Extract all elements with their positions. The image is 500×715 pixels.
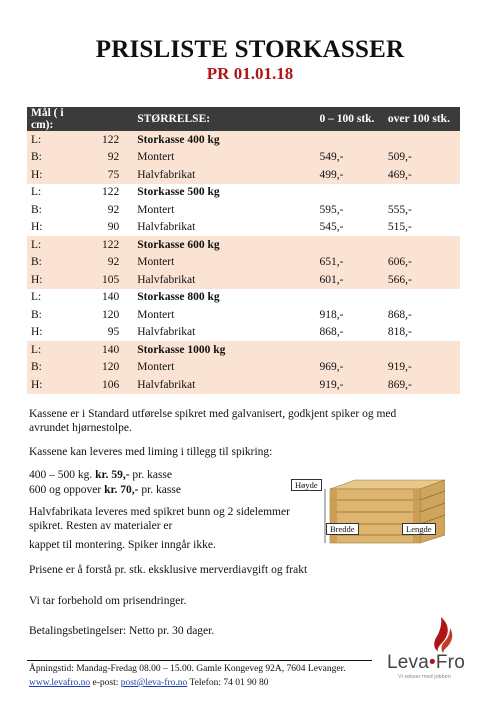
logo-name-part-2: Fro xyxy=(435,652,465,673)
size-description: Storkasse 1000 kg xyxy=(133,341,315,359)
table-row xyxy=(27,341,460,359)
size-description: Halvfabrikat xyxy=(137,221,196,234)
table-header-row xyxy=(27,107,460,131)
col-header-size: STØRRELSE: xyxy=(133,107,315,131)
liming-option-1-unit: pr. kasse xyxy=(129,469,173,481)
dimension-value: 92 xyxy=(72,149,133,167)
price-0-100 xyxy=(315,341,383,359)
liming-option-2-unit: pr. kasse xyxy=(138,484,181,496)
dimension-value: 140 xyxy=(72,341,133,359)
size-description: Storkasse 400 kg xyxy=(133,131,315,149)
price-0-100: 918,- xyxy=(319,308,344,321)
price-over-100: 606,- xyxy=(384,254,460,272)
table-row xyxy=(27,376,460,394)
dimension-label: L: xyxy=(27,236,72,254)
price-0-100: 549,- xyxy=(315,149,383,167)
size-description: Halvfabrikat xyxy=(137,326,196,339)
size-description: Halvfabrikat xyxy=(133,271,315,289)
size-description: Halvfabrikat xyxy=(133,376,315,394)
liming-option-1-label: 400 – 500 kg. xyxy=(29,469,96,481)
halvfabrikata-line-2: spikret. Resten av materialer er xyxy=(29,520,173,532)
price-0-100 xyxy=(315,289,383,307)
table-row xyxy=(27,131,460,149)
price-over-100 xyxy=(384,184,460,202)
dimension-label: L: xyxy=(31,186,42,199)
table-row xyxy=(27,201,460,219)
dimension-label: B: xyxy=(31,308,42,321)
table-row xyxy=(27,184,460,202)
price-over-100 xyxy=(384,131,460,149)
crate-label-height: Høyde xyxy=(291,479,322,491)
price-over-100: 818,- xyxy=(387,326,412,339)
footer-divider xyxy=(27,660,372,661)
dimension-label: L: xyxy=(27,341,72,359)
dimension-label: B: xyxy=(27,149,72,167)
size-description: Montert xyxy=(133,359,315,377)
table-row xyxy=(27,359,460,377)
price-0-100: 595,- xyxy=(319,203,344,216)
size-description: Halvfabrikat xyxy=(133,166,315,184)
dimension-value: 106 xyxy=(72,376,133,394)
table-row xyxy=(27,254,460,272)
page-title: PRISLISTE STORKASSER xyxy=(95,36,405,63)
dimension-value: 122 xyxy=(72,131,133,149)
logo-tagline: Vi sekser med jobben xyxy=(398,674,451,680)
dimension-value: 90 xyxy=(107,221,120,234)
standard-text-line-1: Kassene er i Standard utførelse spikret med galvanisert, godkjent spiker og med xyxy=(29,408,397,420)
price-over-100 xyxy=(384,289,460,307)
dimension-value: 120 xyxy=(72,359,133,377)
dimension-value: 120 xyxy=(101,308,120,321)
price-change-note: Vi tar forbehold om prisendringer. xyxy=(29,595,187,607)
price-over-100: 869,- xyxy=(384,376,460,394)
dimension-value: 95 xyxy=(107,326,120,339)
dimension-value: 122 xyxy=(72,236,133,254)
price-over-100 xyxy=(384,236,460,254)
dimension-value: 92 xyxy=(107,203,120,216)
price-over-100: 509,- xyxy=(384,149,460,167)
price-0-100: 969,- xyxy=(315,359,383,377)
price-0-100: 499,- xyxy=(315,166,383,184)
size-description: Montert xyxy=(133,149,315,167)
size-description: Montert xyxy=(137,308,175,321)
dimension-value: 92 xyxy=(72,254,133,272)
phone-number: Telefon: 74 01 90 80 xyxy=(187,678,269,688)
dimension-label: H: xyxy=(27,376,72,394)
price-over-100: 515,- xyxy=(387,221,412,234)
liming-option-1-price: kr. 59,- xyxy=(95,469,130,481)
payment-terms: Betalingsbetingelser: Netto pr. 30 dager. xyxy=(29,625,215,637)
footer-contact xyxy=(29,678,268,688)
dimension-value: 140 xyxy=(101,291,120,304)
standard-text-line-2: avrundet hjørnestolpe. xyxy=(29,422,132,434)
col-header-dimensions: Mål ( i cm): xyxy=(27,107,72,131)
table-row xyxy=(27,219,460,237)
levafro-logo xyxy=(387,652,465,674)
crate-label-length: Lengde xyxy=(402,523,436,535)
dimension-value: 122 xyxy=(101,186,120,199)
dimension-label: H: xyxy=(31,326,43,339)
size-description: Montert xyxy=(137,203,175,216)
crate-label-width: Bredde xyxy=(326,523,359,535)
size-description: Storkasse 800 kg xyxy=(137,291,220,304)
price-over-100 xyxy=(384,341,460,359)
footer-opening-hours: Åpningstid: Mandag-Fredag 08.00 – 15.00. Gamle Kongeveg 92A, 7604 Levanger. xyxy=(29,664,346,674)
price-table xyxy=(27,107,460,394)
dimension-value: 105 xyxy=(72,271,133,289)
website-link[interactable]: www.levafro.no xyxy=(29,678,91,688)
dimension-label: B: xyxy=(27,254,72,272)
liming-option-2-label: 600 og oppover xyxy=(29,484,105,496)
dimension-value: 75 xyxy=(72,166,133,184)
table-row xyxy=(27,324,460,342)
dimension-label: B: xyxy=(27,359,72,377)
table-row xyxy=(27,236,460,254)
table-row xyxy=(27,166,460,184)
price-0-100 xyxy=(315,184,383,202)
price-over-100: 469,- xyxy=(384,166,460,184)
dimension-label: H: xyxy=(27,166,72,184)
price-over-100: 868,- xyxy=(387,308,412,321)
price-over-100: 919,- xyxy=(384,359,460,377)
logo-name-part-1: Leva xyxy=(387,652,430,673)
vat-note: Prisene er å forstå pr. stk. eksklusive merverdiavgift og frakt xyxy=(29,564,308,576)
dimension-label: L: xyxy=(31,291,42,304)
email-label: e-post: xyxy=(90,678,121,688)
table-row xyxy=(27,306,460,324)
liming-intro: Kassene kan leveres med liming i tillegg til spikring: xyxy=(29,446,273,458)
col-header-value xyxy=(72,107,133,131)
col-header-price-over-100: over 100 stk. xyxy=(384,107,460,131)
price-0-100 xyxy=(315,236,383,254)
col-header-price-0-100: 0 – 100 stk. xyxy=(315,107,383,131)
price-0-100: 651,- xyxy=(315,254,383,272)
page-subtitle: PR 01.01.18 xyxy=(206,64,294,83)
liming-option-2 xyxy=(29,483,181,497)
logo-dot: • xyxy=(429,652,436,673)
liming-option-2-price: kr. 70,- xyxy=(104,484,139,496)
dimension-label: H: xyxy=(31,221,43,234)
size-description: Storkasse 500 kg xyxy=(137,186,220,199)
price-over-100: 555,- xyxy=(387,203,412,216)
halvfabrikata-line-3: kappet til montering. Spiker inngår ikke. xyxy=(29,539,216,551)
halvfabrikata-line-1: Halvfabrikata leveres med spikret bunn og 2 sidelemmer xyxy=(29,506,290,518)
table-row xyxy=(27,149,460,167)
size-description: Montert xyxy=(133,254,315,272)
size-description: Storkasse 600 kg xyxy=(133,236,315,254)
price-0-100: 868,- xyxy=(319,326,344,339)
price-0-100: 545,- xyxy=(319,221,344,234)
liming-option-1 xyxy=(29,468,172,482)
email-link[interactable]: post@leva-fro.no xyxy=(120,678,188,688)
price-0-100: 601,- xyxy=(315,271,383,289)
dimension-label: L: xyxy=(27,131,72,149)
price-0-100 xyxy=(315,131,383,149)
dimension-label: B: xyxy=(31,203,42,216)
table-row xyxy=(27,289,460,307)
dimension-label: H: xyxy=(27,271,72,289)
price-over-100: 566,- xyxy=(384,271,460,289)
table-row xyxy=(27,271,460,289)
price-0-100: 919,- xyxy=(315,376,383,394)
